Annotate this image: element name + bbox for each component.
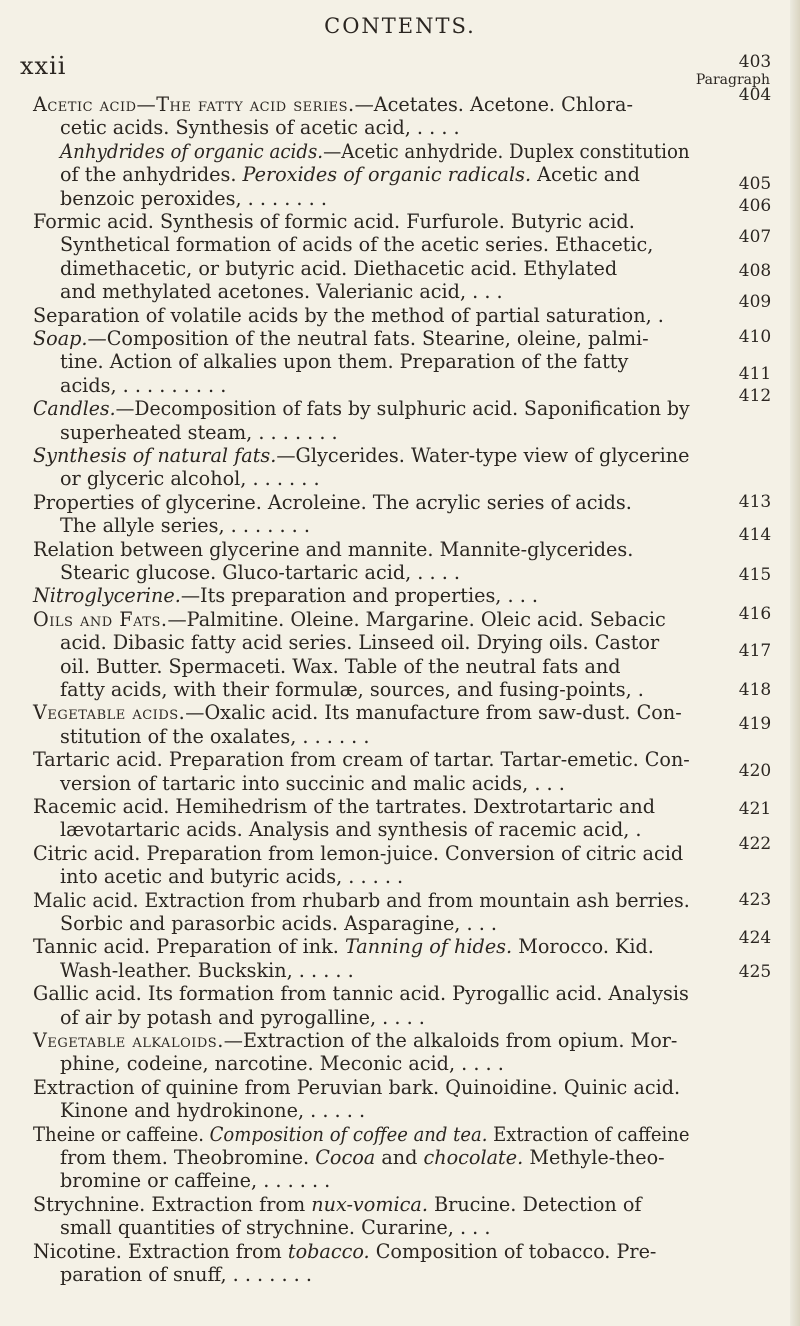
entry-text: oil. Butter. Spermaceti. Wax. Table of the neutral fats and [60, 654, 621, 678]
entry-text: —Acetic anhydride. Duplex constitution [323, 139, 690, 163]
entry-continuation-line [60, 258, 617, 280]
entry-line [33, 398, 690, 420]
entry-continuation-line [60, 422, 338, 444]
italic-phrase: chocolate. [423, 1146, 524, 1169]
entry-continuation-line [60, 1170, 330, 1192]
entry-text: Methyle-theo- [523, 1146, 665, 1169]
italic-phrase: Nitroglycerine. [33, 584, 181, 608]
entry-text: —Palmitine. Oleine. Margarine. Oleic acid. Sebacic [167, 607, 666, 631]
paragraph-number: 424 [738, 928, 772, 948]
paragraph-number: 425 [738, 962, 772, 982]
entry-text: Citric acid. Preparation from lemon-juice. Conversion of citric acid [33, 841, 684, 865]
entry-continuation-line [60, 468, 320, 490]
paragraph-number: 417 [738, 641, 772, 661]
entry-text: Nicotine. Extraction from [33, 1239, 288, 1263]
paragraph-number: 411 [738, 364, 772, 384]
entry-continuation-line [60, 656, 621, 678]
italic-phrase: Anhydrides of organic acids. [60, 139, 324, 163]
entry-continuation-line [60, 1053, 504, 1075]
entry-text: version of tartaric into succinic and malic acids, . . . [60, 771, 565, 795]
entry-text: fatty acids, with their formulæ, sources, and fusing-points, . [60, 678, 644, 701]
entry-text: paration of snuff, . . . . . . . [60, 1263, 312, 1286]
italic-phrase: Soap. [33, 327, 88, 350]
entry-text: Theine or caffeine. [33, 1122, 210, 1146]
entry-continuation-line [60, 281, 503, 303]
entry-line [33, 1124, 690, 1146]
entry-text: tine. Action of alkalies upon them. Preparation of the fatty [60, 350, 629, 374]
section-heading: Oils and Fats. [33, 607, 168, 631]
entry-text: Gallic acid. Its formation from tannic acid. Pyrogallic acid. Analysis [33, 982, 689, 1006]
entry-line [33, 796, 655, 818]
entry-text: —Extraction of the alkaloids from opium. Mor- [223, 1029, 678, 1052]
entry-line [33, 539, 633, 561]
entry-continuation-line [60, 1100, 365, 1122]
entry-continuation-line [60, 164, 640, 186]
paragraph-number: 407 [738, 227, 772, 247]
entry-text: Composition of tobacco. Pre- [369, 1239, 657, 1263]
entry-text: cetic acids. Synthesis of acetic acid, . . . . [60, 116, 460, 140]
paragraph-number: 416 [738, 604, 772, 624]
entry-text: small quantities of strychnine. Curarine, . . . [60, 1216, 491, 1240]
entry-line [33, 1194, 642, 1216]
section-heading: Vegetable acids. [33, 701, 186, 725]
paragraph-number: 409 [738, 292, 772, 312]
entry-text: bromine or caffeine, . . . . . . [60, 1169, 331, 1193]
entry-text: Racemic acid. Hemihedrism of the tartrates. Dextrotartaric and [33, 795, 656, 818]
entry-text: Extraction of caffeine [487, 1122, 690, 1146]
paragraph-number: 423 [738, 890, 772, 910]
entry-continuation-line [60, 1217, 490, 1239]
italic-phrase: Candles. [33, 397, 116, 421]
section-heading: Acetic acid—The fatty acid series. [33, 93, 355, 116]
italic-phrase: Synthesis of natural fats. [33, 444, 277, 467]
paragraph-number: 412 [738, 386, 772, 406]
entry-text: Acetic and [531, 163, 640, 187]
entry-text: of air by potash and pyrogalline, . . . . [60, 1005, 425, 1029]
entry-line [33, 843, 683, 865]
entry-line [33, 749, 690, 771]
entry-text: —Acetates. Acetone. Chlora- [354, 93, 633, 116]
paragraph-number: 415 [738, 565, 772, 585]
entry-text: stitution of the oxalates, . . . . . . [60, 724, 370, 748]
entry-continuation-line [60, 188, 327, 210]
entry-line [33, 1241, 656, 1263]
paragraph-number: 413 [738, 492, 772, 512]
entry-line [33, 1077, 680, 1099]
entry-text: —Oxalic acid. Its manufacture from saw-dust. Con- [185, 701, 682, 725]
entry-text: Separation of volatile acids by the method of partial saturation, . [33, 303, 664, 327]
entry-text: Morocco. Kid. [512, 935, 654, 959]
entry-continuation-line [60, 632, 659, 654]
entry-text: Wash-leather. Buckskin, . . . . . [60, 958, 354, 982]
entry-continuation-line [60, 141, 690, 163]
entry-continuation-line [60, 515, 310, 537]
paragraph-number: 406 [738, 196, 772, 216]
entry-continuation-line [60, 375, 226, 397]
entry-text: Stearic glucose. Gluco-tartaric acid, . . . . [60, 561, 461, 584]
entry-text: or glyceric alcohol, . . . . . . [60, 467, 320, 491]
entry-text: of the anhydrides. [60, 163, 243, 187]
paragraph-number: 410 [738, 327, 772, 347]
paragraph-number: 422 [738, 834, 772, 854]
entry-line [33, 983, 689, 1005]
entry-continuation-line [60, 726, 369, 748]
entry-text: Brucine. Detection of [427, 1192, 642, 1216]
entry-text: superheated steam, . . . . . . . [60, 420, 338, 444]
paragraph-number: 419 [738, 714, 772, 734]
entry-text: benzoic peroxides, . . . . . . . [60, 186, 327, 210]
entry-line [33, 585, 538, 607]
paragraph-number: 418 [738, 680, 772, 700]
italic-phrase: nux-vomica. [311, 1192, 428, 1216]
entry-continuation-line [60, 913, 497, 935]
entry-text: acid. Dibasic fatty acid series. Linseed oil. Drying oils. Castor [60, 631, 660, 655]
italic-phrase: tobacco. [287, 1239, 370, 1263]
entry-text: Extraction of quinine from Peruvian bark. Quinoidine. Quinic acid. [33, 1075, 681, 1099]
entry-text: Properties of glycerine. Acroleine. The acrylic series of acids. [33, 490, 632, 514]
entry-text: from them. Theobromine. [60, 1146, 316, 1169]
entry-line [33, 492, 632, 514]
entry-text: The allyle series, . . . . . . . [60, 514, 310, 538]
entry-text: Sorbic and parasorbic acids. Asparagine, . . . [60, 912, 497, 935]
entry-continuation-line [60, 1264, 312, 1286]
entry-text: and methylated acetones. Valerianic acid, . . . [60, 280, 503, 304]
entry-text: —Its preparation and properties, . . . [180, 584, 539, 608]
entry-text: and [375, 1146, 424, 1169]
paragraph-column-label: Paragraph [695, 72, 770, 88]
paragraph-number: 421 [738, 799, 772, 819]
paragraph-number: 414 [738, 525, 772, 545]
entry-text: acids, . . . . . . . . . [60, 373, 227, 397]
entry-text: dimethacetic, or butyric acid. Diethacetic acid. Ethylated [60, 256, 618, 280]
entry-line [33, 890, 690, 912]
page-folio: xxii [20, 52, 67, 80]
entry-text: Synthetical formation of acids of the acetic series. Ethacetic, [60, 233, 654, 257]
entry-continuation-line [60, 351, 628, 373]
entry-text: phine, codeine, narcotine. Meconic acid, . . . . [60, 1052, 504, 1076]
entry-line [33, 936, 654, 958]
italic-phrase: Tanning of hides. [344, 935, 513, 959]
paragraph-number: 403 [738, 52, 772, 72]
entry-text: lævotartaric acids. Analysis and synthesis of racemic acid, . [60, 818, 642, 842]
entry-text: —Glycerides. Water-type view of glycerine [276, 444, 690, 467]
paragraph-number: 404 [738, 85, 772, 105]
entry-text: Relation between glycerine and mannite. Mannite-glycerides. [33, 537, 634, 561]
entry-text: Strychnine. Extraction from [33, 1192, 312, 1216]
entry-text: Kinone and hydrokinone, . . . . . [60, 1099, 366, 1123]
entry-text: —Decomposition of fats by sulphuric acid. Saponification by [115, 397, 690, 421]
entry-continuation-line [60, 1007, 425, 1029]
page-edge [790, 0, 800, 1326]
entry-text: into acetic and butyric acids, . . . . . [60, 865, 404, 889]
entry-line [33, 94, 633, 116]
entry-line [33, 609, 666, 631]
entry-text: Tartaric acid. Preparation from cream of tartar. Tartar-emetic. Con- [33, 748, 690, 772]
entry-continuation-line [60, 866, 403, 888]
entry-line [33, 445, 689, 467]
entry-line [33, 1030, 677, 1052]
running-head: CONTENTS. [324, 14, 476, 38]
entry-text: —Composition of the neutral fats. Stearine, oleine, palmi- [87, 327, 649, 350]
entry-text: Formic acid. Synthesis of formic acid. Furfurole. Butyric acid. [33, 210, 635, 233]
entry-line [33, 211, 635, 233]
entry-continuation-line [60, 1147, 665, 1169]
entry-line [33, 702, 682, 724]
entry-text: Malic acid. Extraction from rhubarb and from mountain ash berries. [33, 888, 690, 912]
italic-phrase: Peroxides of organic radicals. [242, 163, 532, 187]
paragraph-number: 405 [738, 174, 772, 194]
entry-continuation-line [60, 819, 642, 841]
section-heading: Vegetable alkaloids. [33, 1029, 224, 1052]
entry-continuation-line [60, 773, 565, 795]
paragraph-number: 408 [738, 261, 772, 281]
paragraph-number: 420 [738, 761, 772, 781]
italic-phrase: Composition of coffee and tea. [209, 1122, 488, 1146]
entry-continuation-line [60, 117, 460, 139]
entry-line [33, 328, 649, 350]
entry-continuation-line [60, 234, 653, 256]
entry-text: Tannic acid. Preparation of ink. [33, 935, 345, 959]
entry-line [33, 305, 664, 327]
italic-phrase: Cocoa [315, 1146, 376, 1169]
entry-continuation-line [60, 562, 460, 584]
entry-continuation-line [60, 960, 354, 982]
entry-continuation-line [60, 679, 644, 701]
